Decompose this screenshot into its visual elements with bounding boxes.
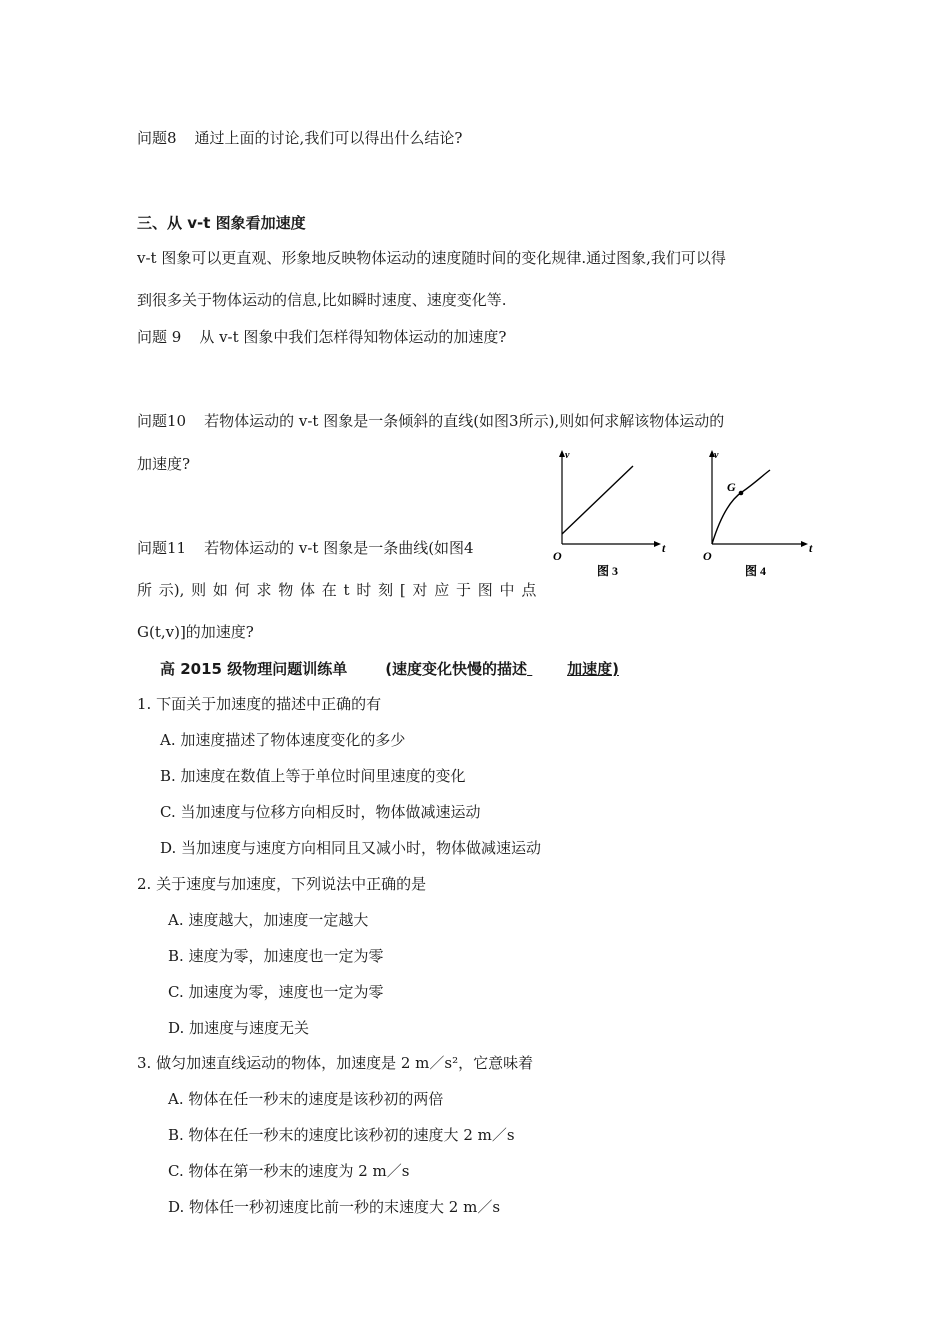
fig3-t-label: t: [662, 541, 666, 555]
question-1-option-b: B. 加速度在数值上等于单位时间里速度的变化: [160, 767, 466, 785]
intro-line-2: 到很多关于物体运动的信息,比如瞬时速度、速度变化等.: [137, 291, 507, 309]
question-1-option-d: D. 当加速度与速度方向相同且又减小时，物体做减速运动: [160, 839, 542, 857]
question-11-line-3: G(t,v)]的加速度?: [137, 623, 254, 641]
fig3-line: [562, 466, 633, 534]
question-1-stem: 1. 下面关于加速度的描述中正确的有: [137, 695, 382, 713]
question-10-label: 问题10: [137, 412, 187, 430]
fig3-t-arrow: [654, 541, 661, 547]
worksheet-title-left: 高 2015 级物理问题训练单: [160, 660, 348, 678]
fig4-caption: 图 4: [745, 564, 767, 578]
question-3-option-b: B. 物体在任一秒末的速度比该秒初的速度大 2 m／s: [168, 1126, 515, 1144]
question-11-line-2: 所 示), 则 如 何 求 物 体 在 t 时 刻 [ 对 应 于 图 中 点: [137, 581, 537, 599]
fig4-t-label: t: [809, 541, 813, 555]
fig4-origin: O: [703, 549, 712, 563]
question-8-text: 通过上面的讨论,我们可以得出什么结论?: [194, 129, 463, 147]
question-2-stem: 2. 关于速度与加速度，下列说法中正确的是: [137, 875, 427, 893]
question-2-option-c: C. 加速度为零，速度也一定为零: [168, 983, 384, 1001]
question-10: [137, 411, 724, 431]
question-8: [137, 128, 462, 148]
question-9-text: 从 v-t 图象中我们怎样得知物体运动的加速度?: [199, 328, 507, 346]
fig3-v-label: v: [565, 450, 570, 461]
fig3-origin: O: [553, 549, 562, 563]
worksheet-title-right: (速度变化快慢的描述: [385, 660, 528, 678]
question-9: [137, 327, 506, 347]
question-3-option-c: C. 物体在第一秒末的速度为 2 m／s: [168, 1162, 410, 1180]
worksheet-title-underlined: 加速度): [567, 660, 619, 678]
intro-line-1: v-t 图象可以更直观、形象地反映物体运动的速度随时间的变化规律.通过图象,我们可以得: [137, 249, 726, 267]
fig4-t-arrow: [801, 541, 808, 547]
fig4-point-label: G: [727, 480, 736, 494]
section-heading: 三、从 v-t 图象看加速度: [137, 214, 306, 232]
question-1-option-a: A. 加速度描述了物体速度变化的多少: [160, 731, 406, 749]
fig4-v-label: v: [714, 450, 719, 461]
question-10-line-2: 加速度?: [137, 455, 191, 473]
question-3-option-a: A. 物体在任一秒末的速度是该秒初的两倍: [168, 1090, 444, 1108]
question-11: [137, 538, 474, 558]
question-1-option-c: C. 当加速度与位移方向相反时，物体做减速运动: [160, 803, 481, 821]
question-10-line-1: 若物体运动的 v-t 图象是一条倾斜的直线(如图3所示),则如何求解该物体运动的: [204, 412, 725, 430]
question-2-option-b: B. 速度为零，加速度也一定为零: [168, 947, 384, 965]
question-9-label: 问题 9: [137, 328, 182, 346]
question-2-option-d: D. 加速度与速度无关: [168, 1019, 310, 1037]
fig4-curve: [712, 470, 770, 544]
fig3-caption: 图 3: [597, 564, 619, 578]
worksheet-title: [160, 659, 619, 679]
question-11-line-1: 若物体运动的 v-t 图象是一条曲线(如图4: [204, 539, 474, 557]
question-11-label: 问题11: [137, 539, 187, 557]
fig4-point-g: [739, 491, 744, 496]
figure-4: [700, 448, 825, 583]
question-2-option-a: A. 速度越大，加速度一定越大: [168, 911, 369, 929]
question-3-stem: 3. 做匀加速直线运动的物体，加速度是 2 m／s²，它意味着: [137, 1054, 534, 1072]
question-3-option-d: D. 物体任一秒初速度比前一秒的末速度大 2 m／s: [168, 1198, 501, 1216]
figure-3: [545, 448, 685, 583]
question-8-label: 问题8: [137, 129, 177, 147]
